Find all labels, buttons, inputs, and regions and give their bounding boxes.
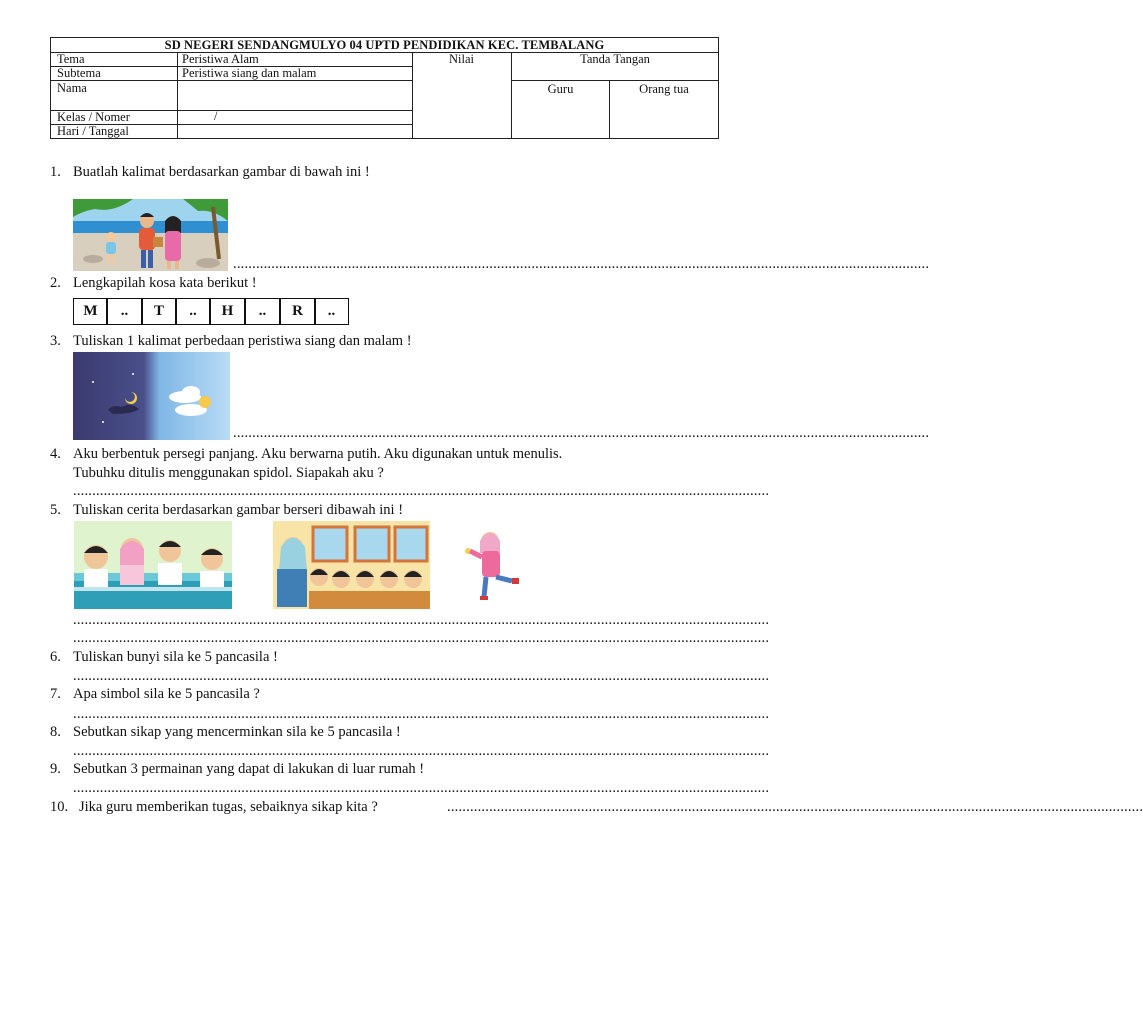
beach-family-illustration	[73, 199, 228, 271]
letter-box[interactable]: R	[279, 298, 316, 325]
question-text: Lengkapilah kosa kata berikut !	[73, 275, 257, 291]
question-number: 10.	[50, 799, 69, 815]
letter-box[interactable]: ..	[244, 298, 281, 325]
question-text: Sebutkan 3 permainan yang dapat di lakukan di luar rumah !	[73, 761, 425, 777]
day-night-illustration	[73, 352, 230, 440]
classroom-discussion-illustration	[74, 521, 232, 609]
question-text: Sebutkan sikap yang mencerminkan sila ke 5 pancasila !	[73, 724, 401, 740]
question-number: 2.	[50, 275, 61, 291]
rule	[177, 52, 178, 138]
answer-line[interactable]: ......................................................................................................................................................................................	[233, 425, 930, 441]
letter-box[interactable]: M	[73, 298, 108, 325]
question-number: 5.	[50, 502, 61, 518]
question-text: Tuliskan bunyi sila ke 5 pancasila !	[73, 649, 278, 665]
hari-label: Hari / Tanggal	[57, 124, 129, 138]
answer-line[interactable]: ......................................................................................................................................................................................	[233, 256, 930, 272]
letter-box[interactable]: ..	[314, 298, 349, 325]
question-text: Jika guru memberikan tugas, sebaiknya sikap kita ?	[79, 799, 378, 815]
kelas-separator: /	[214, 109, 218, 123]
answer-line[interactable]: ......................................................................................................................................................................................	[73, 706, 770, 722]
tema-value: Peristiwa Alam	[182, 52, 259, 66]
orang-tua-label: Orang tua	[639, 82, 689, 96]
question-text: Apa simbol sila ke 5 pancasila ?	[73, 686, 260, 702]
subtema-label: Subtema	[57, 66, 101, 80]
question-number: 9.	[50, 761, 61, 777]
question-text: Tuliskan 1 kalimat perbedaan peristiwa siang dan malam !	[73, 333, 412, 349]
question-text: Buatlah kalimat berdasarkan gambar di bawah ini !	[73, 164, 370, 180]
tanda-tangan-label: Tanda Tangan	[580, 52, 650, 66]
letter-box[interactable]: T	[141, 298, 177, 325]
nilai-label: Nilai	[449, 52, 474, 66]
rule	[51, 80, 412, 81]
tema-label: Tema	[57, 52, 85, 66]
kelas-label: Kelas / Nomer	[57, 110, 130, 124]
question-number: 4.	[50, 446, 61, 462]
girl-running-illustration	[454, 521, 534, 609]
question-number: 8.	[50, 724, 61, 740]
letter-box[interactable]: H	[209, 298, 246, 325]
question-number: 7.	[50, 686, 61, 702]
letter-box[interactable]: ..	[175, 298, 211, 325]
question-number: 1.	[50, 164, 61, 180]
school-title: SD NEGERI SENDANGMULYO 04 UPTD PENDIDIKAN KEC. TEMBALANG	[164, 38, 605, 52]
answer-line[interactable]: ......................................................................................................................................................................................	[73, 780, 770, 796]
header-table	[50, 37, 719, 139]
question-text: Aku berbentuk persegi panjang. Aku berwarna putih. Aku digunakan untuk menulis.	[73, 446, 563, 462]
teacher-class-illustration	[273, 521, 430, 609]
guru-label: Guru	[547, 82, 574, 96]
question-text-line2: Tubuhku ditulis menggunakan spidol. Siapakah aku ?	[73, 465, 384, 481]
question-number: 6.	[50, 649, 61, 665]
subtema-value: Peristiwa siang dan malam	[182, 66, 317, 80]
letter-box[interactable]: ..	[106, 298, 143, 325]
answer-line[interactable]: ......................................................................................................................................................................................	[73, 483, 770, 499]
answer-line[interactable]: ......................................................................................................................................................................................	[73, 668, 770, 684]
question-text: Tuliskan cerita berdasarkan gambar berseri dibawah ini !	[73, 502, 404, 518]
answer-line[interactable]: ......................................................................................................................................................................................	[447, 799, 1143, 815]
answer-line[interactable]: ......................................................................................................................................................................................	[73, 743, 770, 759]
nama-label: Nama	[57, 81, 87, 95]
question-number: 3.	[50, 333, 61, 349]
answer-line[interactable]: ......................................................................................................................................................................................	[73, 630, 770, 646]
rule	[511, 80, 718, 81]
answer-line[interactable]: ......................................................................................................................................................................................	[73, 612, 770, 628]
